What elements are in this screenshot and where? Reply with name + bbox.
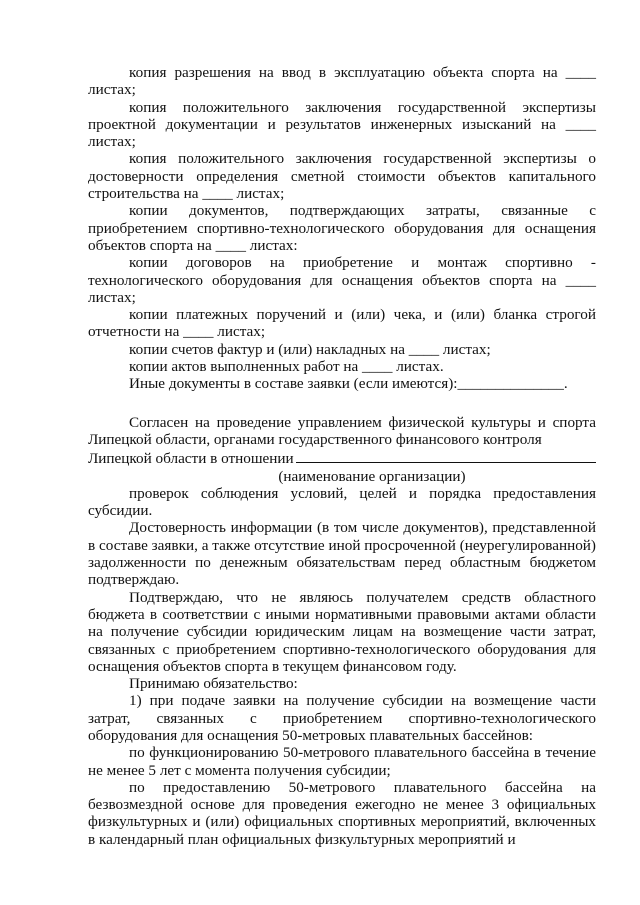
paragraph-consent (88, 414, 596, 449)
paragraph-payment-orders: копии платежных поручений и (или) чека, и (или) бланка строгой отчетности на ____ листах; (88, 306, 596, 341)
paragraph-not-recipient: Подтверждаю, что не являюсь получателем средств областного бюджета в соответствии с иными нормативными правовыми актами области на получение субсидии юридическим лицам на возмещение части затрат, связанных с приобретением спортивно-технологического оборудования для оснащения объектов спорта в текущем финансовом году. (88, 588, 596, 675)
paragraph-other-documents: Иные документы в составе заявки (если имеются):______________. (129, 375, 568, 393)
consent-text: Согласен на проведение управлением физической культуры и спорта Липецкой области, органами государственного финансового контроля (88, 413, 596, 448)
paragraph-reliability: Достоверность информации (в том числе документов), представленной в составе заявки, а также отсутствие иной просроченной (неурегулированной) задолженности по денежным обязательствам перед областным бюджетом подтверждаю. (88, 519, 596, 589)
paragraph-acts: копии актов выполненных работ на ____ листах. (129, 358, 444, 376)
paragraph-operation-term: по функционированию 50-метрового плавательного бассейна в течение не менее 5 лет с момента получения субсидии; (88, 744, 596, 779)
organization-name-field[interactable] (88, 448, 596, 467)
organization-name-caption: (наименование организации) (278, 467, 466, 485)
paragraph-obligation-1: 1) при подаче заявки на получение субсидии на возмещение части затрат, связанных с приобретением спортивно-технологического оборудования для оснащения 50-метровых плавательных бассейнов: (88, 692, 596, 744)
organization-name-underline[interactable] (296, 448, 596, 463)
spacer (88, 393, 596, 414)
paragraph-consent-after: проверок соблюдения условий, целей и порядка предоставления субсидии. (88, 484, 596, 520)
paragraph-cost-documents: копии документов, подтверждающих затраты, связанные с приобретением спортивно-технологического оборудования для оснащения объектов спорта на ____ листах: (88, 202, 596, 254)
paragraph-expertise-estimate: копия положительного заключения государственной экспертизы о достоверности определения сметной стоимости объектов капитального строительства на ____ листах; (88, 150, 596, 203)
paragraph-occupancy-permit: копия разрешения на ввод в эксплуатацию объекта спорта на ____ листах; (88, 64, 596, 99)
paragraph-contracts: копии договоров на приобретение и монтаж спортивно - технологического оборудования для оснащения объектов спорта на ____ листах; (88, 254, 596, 306)
consent-lead-text: Липецкой области в отношении (88, 450, 294, 468)
document-body (88, 64, 596, 848)
paragraph-obligation-heading: Принимаю обязательство: (129, 675, 298, 693)
paragraph-expertise-project: копия положительного заключения государственной экспертизы проектной документации и результатов инженерных изысканий на ____ листах; (88, 98, 596, 151)
paragraph-free-provision: по предоставлению 50-метрового плавательного бассейна на безвозмездной основе для проведения ежегодно не менее 3 официальных физкультурных и (или) официальных спортивных мероприятий, включенных в календарный план официальных физкультурных мероприятий и (88, 778, 596, 848)
paragraph-invoices: копии счетов фактур и (или) накладных на ____ листах; (129, 340, 491, 358)
